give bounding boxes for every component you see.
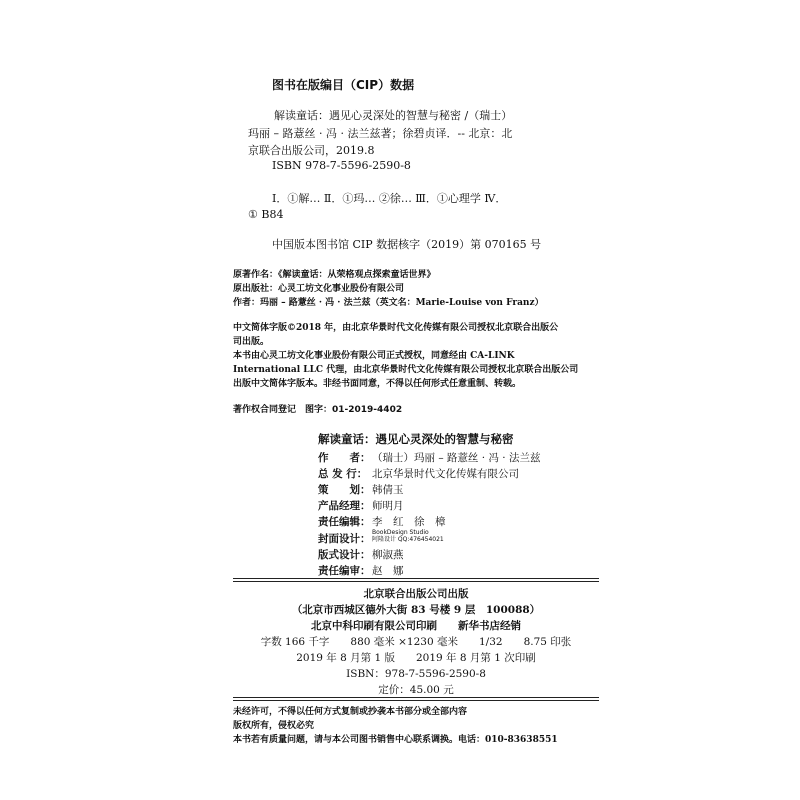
- design-logo-line-2: 阿隆设计 QQ:476454021: [372, 536, 444, 543]
- rights-line-5: 出版中文简体字版本。非经书面同意，不得以任何形式任意重制、转载。: [233, 379, 522, 389]
- credit-label-distributor: 总 发 行：: [318, 468, 368, 480]
- credit-value-product-manager: 师明月: [372, 500, 404, 512]
- rights-line-1: 中文简体字版©2018 年，由北京华景时代文化传媒有限公司授权北京联合出版公: [233, 323, 559, 333]
- rights-line-3: 本书由心灵工坊文化事业股份有限公司正式授权，同意经由 CA-LINK: [233, 351, 515, 361]
- footer-line-2: 版权所有，侵权必究: [233, 721, 315, 731]
- credit-label-reviewer: 责任编审：: [318, 565, 371, 577]
- cip-classification-1: Ⅰ．①解… Ⅱ．①玛… ②徐… Ⅲ．①心理学 Ⅳ．: [272, 192, 507, 205]
- cip-line-1: 解读童话：遇见心灵深处的智慧与秘密 /（瑞士）: [274, 109, 513, 122]
- credit-label-cover-design: 封面设计：: [318, 533, 371, 545]
- pub-publisher: 北京联合出版公司出版: [363, 588, 469, 600]
- design-logo-line-1: BookDesign Studio: [372, 529, 429, 536]
- credit-label-planner: 策 划：: [318, 484, 371, 496]
- pub-edition: 2019 年 8 月第 1 版 2019 年 8 月第 1 次印刷: [296, 652, 536, 664]
- credit-label-product-manager: 产品经理：: [318, 500, 371, 512]
- cip-isbn: ISBN 978-7-5596-2590-8: [272, 159, 411, 172]
- cip-record-number: 中国版本图书馆 CIP 数据核字（2019）第 070165 号: [272, 238, 542, 251]
- divider-bottom: [233, 697, 599, 701]
- book-title: 解读童话：遇见心灵深处的智慧与秘密: [318, 432, 514, 446]
- cip-line-2: 玛丽 – 路薏丝 · 冯 · 法兰兹著；徐碧贞译．-- 北京：北: [248, 127, 513, 140]
- original-publisher: 原出版社：心灵工坊文化事业股份有限公司: [233, 284, 405, 294]
- divider-top: [233, 578, 599, 582]
- original-author: 作者：玛丽 – 路薏丝 · 冯 · 法兰兹（英文名：Marie-Louise von Franz）: [233, 298, 544, 308]
- cip-classification-2: ① B84: [248, 208, 284, 221]
- credit-value-layout-design: 柳淑燕: [372, 549, 404, 561]
- credit-value-distributor: 北京华景时代文化传媒有限公司: [372, 468, 519, 480]
- cip-title: 图书在版编目（CIP）数据: [272, 78, 415, 92]
- credit-label-layout-design: 版式设计：: [318, 549, 371, 561]
- original-title: 原著作名：《解读童话：从荣格观点探索童话世界》: [233, 270, 436, 280]
- credit-value-editor: 李 红 徐 樟: [372, 516, 446, 528]
- pub-isbn: ISBN：978-7-5596-2590-8: [346, 668, 486, 680]
- pub-price: 定价：45.00 元: [378, 684, 454, 696]
- footer-line-3: 本书若有质量问题，请与本公司图书销售中心联系调换。电话：010-83638551: [233, 735, 558, 745]
- pub-address: （北京市西城区德外大街 83 号楼 9 层 100088）: [291, 604, 541, 616]
- credit-label-author: 作 者：: [318, 452, 371, 464]
- credit-value-reviewer: 赵 娜: [372, 565, 404, 577]
- rights-line-4: International LLC 代理，由北京华景时代文化传媒有限公司授权北京联合出版公司: [233, 365, 579, 375]
- credit-value-planner: 韩倩玉: [372, 484, 404, 496]
- cip-line-3: 京联合出版公司，2019.8: [248, 144, 375, 157]
- pub-printer: 北京中科印刷有限公司印刷 新华书店经销: [311, 620, 521, 632]
- cover-design-logo: [372, 529, 444, 543]
- rights-line-2: 司出版。: [233, 337, 270, 347]
- credit-value-author: （瑞士）玛丽 – 路薏丝 · 冯 · 法兰兹: [372, 452, 541, 464]
- footer-line-1: 未经许可，不得以任何方式复制或抄袭本书部分或全部内容: [233, 707, 468, 717]
- credit-label-editor: 责任编辑：: [318, 516, 371, 528]
- copyright-registration: 著作权合同登记 图字：01-2019-4402: [233, 405, 403, 415]
- pub-specs: 字数 166 千字 880 毫米 ×1230 毫米 1/32 8.75 印张: [260, 636, 572, 648]
